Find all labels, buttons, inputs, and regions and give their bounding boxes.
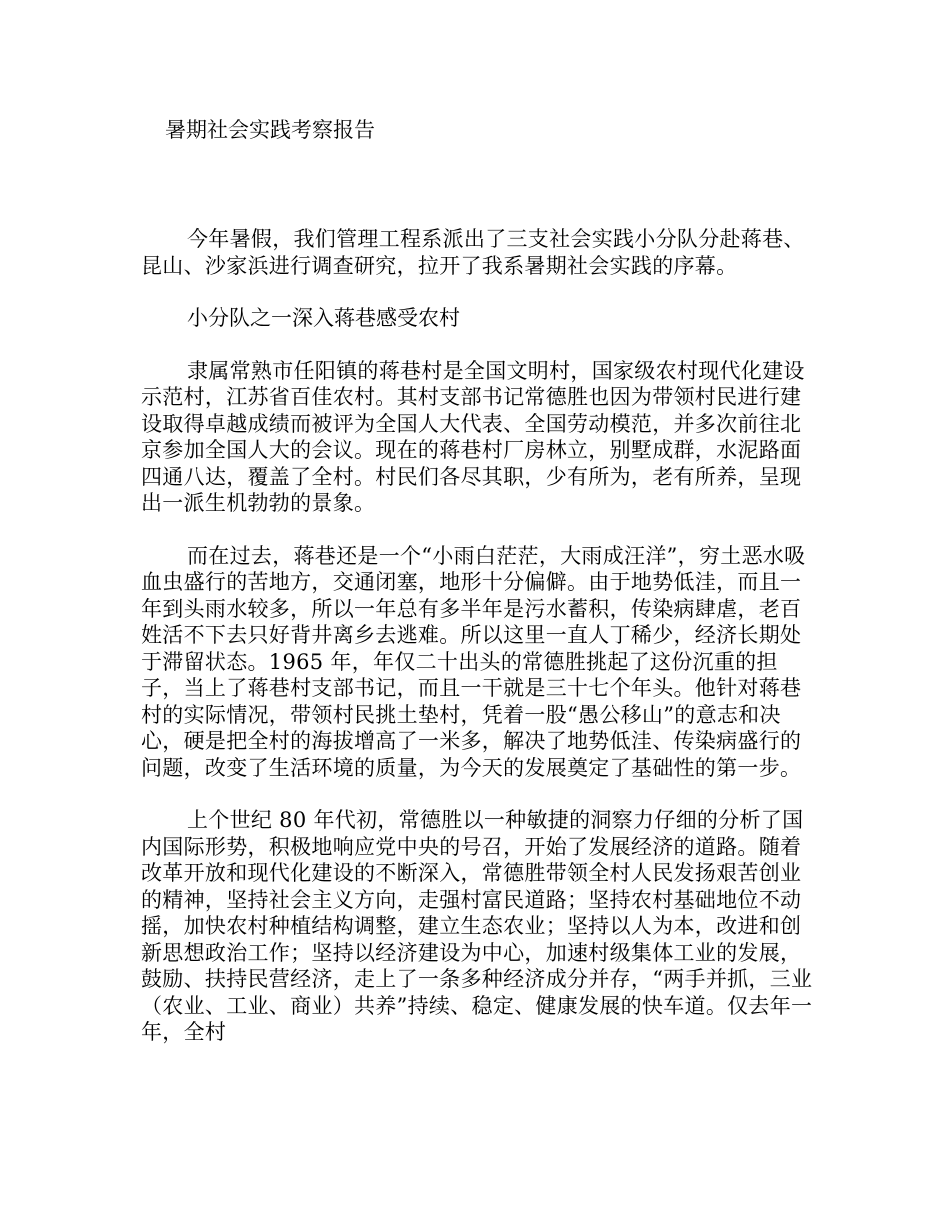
paragraph-village-past: 而在过去，蒋巷还是一个“小雨白茫茫，大雨成汪洋”，穷土恶水吸血虫盛行的苦地方，交通闭塞，地形十分偏僻。由于地势低洼，而且一年到头雨水较多，所以一年总有多半年是污水蓄积，传染病肆虐，老百姓活不下去只好背井离乡去逃难。所以这里一直人丁稀少，经济长期处于滞留状态。1965 年，年仅二十出头的常德胜挑起了这份沉重的担子，当上了蒋巷村支部书记，而且一干就是三十七个年头。他针对蒋巷村的实际情况，带领村民挑土垫村，凭着一股“愚公移山”的意志和决心，硬是把全村的海拔增高了一米多，解决了地势低洼、传染病盛行的问题，改变了生活环境的质量，为今天的发展奠定了基础性的第一步。	[141, 543, 806, 780]
section-heading: 小分队之一深入蒋巷感受农村	[187, 306, 460, 330]
paragraph-intro: 今年暑假，我们管理工程系派出了三支社会实践小分队分赴蒋巷、昆山、沙家浜进行调查研究，拉开了我系暑期社会实践的序幕。	[141, 227, 805, 278]
document-body	[141, 226, 813, 1072]
paragraph-village-today: 隶属常熟市任阳镇的蒋巷村是全国文明村，国家级农村现代化建设示范村，江苏省百佳农村。其村支部书记常德胜也因为带领村民进行建设取得卓越成绩而被评为全国人大代表、全国劳动模范，并多次前往北京参加全国人大的会议。现在的蒋巷村厂房林立，别墅成群，水泥路面四通八达，覆盖了全村。村民们各尽其职，少有所为，老有所养，呈现出一派生机勃勃的景象。	[141, 358, 805, 515]
paragraph-economic-development: 上个世纪 80 年代初，常德胜以一种敏捷的洞察力仔细的分析了国内国际形势，积极地响应党中央的号召，开始了发展经济的道路。随着改革开放和现代化建设的不断深入，常德胜带领全村人民发扬艰苦创业的精神，坚持社会主义方向，走强村富民道路；坚持农村基础地位不动摇，加快农村种植结构调整，建立生态农业；坚持以人为本，改进和创新思想政治工作；坚持以经济建设为中心，加速村级集体工业的发展，鼓励、扶持民营经济，走上了一条多种经济成分并存，“两手并抓，三业（农业、工业、商业）共养”持续、稳定、健康发展的快车道。仅去年一年，全村	[141, 808, 813, 1044]
document-title: 暑期社会实践考察报告	[165, 118, 375, 142]
